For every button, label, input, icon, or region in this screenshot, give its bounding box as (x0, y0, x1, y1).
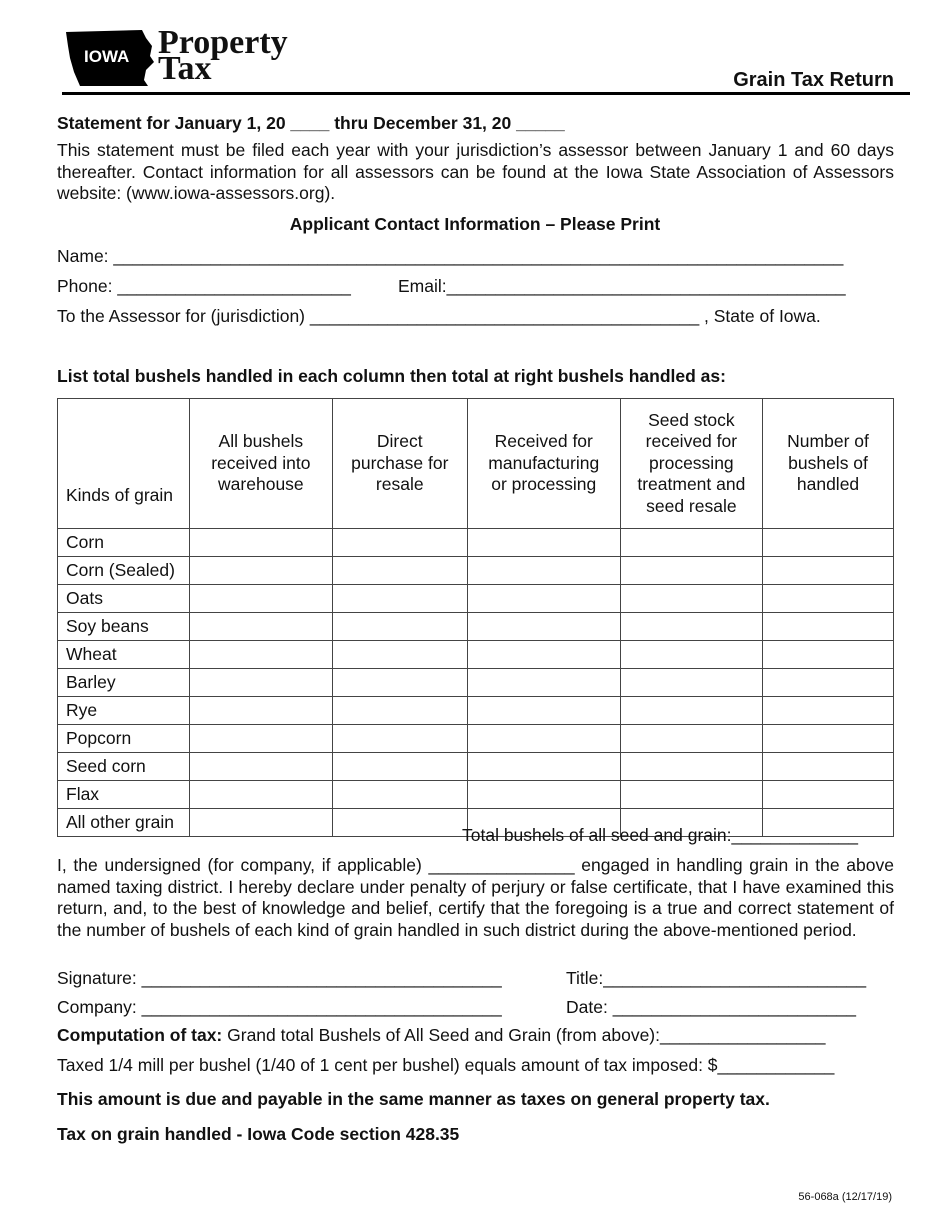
bushels-cell[interactable] (467, 697, 620, 725)
bushels-cell[interactable] (620, 557, 762, 585)
column-header: Received for manufacturing or processing (467, 399, 620, 529)
bushels-cell[interactable] (332, 809, 467, 837)
logo-state: IOWA (84, 47, 130, 66)
grain-kind: Corn (58, 529, 190, 557)
bushels-cell[interactable] (332, 669, 467, 697)
bushels-cell[interactable] (763, 613, 894, 641)
bushels-cell[interactable] (620, 781, 762, 809)
bushels-cell[interactable] (467, 613, 620, 641)
table-row (58, 613, 894, 641)
bushels-cell[interactable] (620, 529, 762, 557)
grain-kind: Seed corn (58, 753, 190, 781)
bushels-cell[interactable] (467, 753, 620, 781)
bushels-cell[interactable] (190, 669, 333, 697)
name-field[interactable]: Name: ___________________________________________________________________________ (57, 246, 844, 266)
bushels-cell[interactable] (190, 641, 333, 669)
bushels-cell[interactable] (467, 557, 620, 585)
bushels-cell[interactable] (332, 641, 467, 669)
list-heading: List total bushels handled in each column then total at right bushels handled as: (57, 366, 726, 386)
bushels-cell[interactable] (763, 753, 894, 781)
title-field[interactable]: Title:___________________________ (566, 968, 867, 988)
bushels-cell[interactable] (190, 613, 333, 641)
bushels-cell[interactable] (763, 725, 894, 753)
bushels-cell[interactable] (332, 613, 467, 641)
table-row (58, 697, 894, 725)
bushels-cell[interactable] (467, 669, 620, 697)
table-row (58, 781, 894, 809)
intro-text: This statement must be filed each year with your jurisdiction’s assessor between January 1 and 60 days thereafter. Contact information for all assessors can be found at the Iowa State Association of Assessors website: (www.iowa-assessors.org). (57, 140, 894, 203)
table-row (58, 725, 894, 753)
grain-kind: Wheat (58, 641, 190, 669)
bushels-cell[interactable] (620, 641, 762, 669)
declaration-text: I, the undersigned (for company, if applicable) _______________ engaged in handling grain in the above named taxing district. I hereby declare under penalty of perjury or false certificate, that I have examined this return, and, to the best of knowledge and belief, certify that the foregoing is a true and correct statement of the number of bushels of each kind of grain handled in such district during the above-mentioned period. (57, 855, 894, 940)
bushels-cell[interactable] (620, 613, 762, 641)
bushels-cell[interactable] (620, 669, 762, 697)
form-title: Grain Tax Return (733, 69, 894, 91)
column-header: Direct purchase for resale (332, 399, 467, 529)
bushels-cell[interactable] (332, 529, 467, 557)
computation-text: Grand total Bushels of All Seed and Grain (from above):_________________ (222, 1025, 826, 1045)
column-header: Kinds of grain (58, 399, 190, 529)
bushels-cell[interactable] (467, 641, 620, 669)
bushels-cell[interactable] (190, 725, 333, 753)
email-field[interactable]: Email:_________________________________________ (398, 276, 846, 296)
bushels-cell[interactable] (467, 585, 620, 613)
bushels-cell[interactable] (467, 725, 620, 753)
date-field[interactable]: Date: _________________________ (566, 997, 857, 1017)
bushels-cell[interactable] (620, 725, 762, 753)
computation-line[interactable] (57, 1025, 825, 1046)
table-row (58, 557, 894, 585)
bushels-cell[interactable] (620, 697, 762, 725)
header-rule (62, 92, 910, 95)
total-bushels-field[interactable]: Total bushels of all seed and grain:_____________ (462, 825, 859, 845)
assessor-jurisdiction-field[interactable]: To the Assessor for (jurisdiction) ________________________________________ , State of Iowa. (57, 306, 821, 326)
grain-kind: Soy beans (58, 613, 190, 641)
grain-kind: Barley (58, 669, 190, 697)
bushels-cell[interactable] (467, 529, 620, 557)
grain-kind: Corn (Sealed) (58, 557, 190, 585)
bushels-cell[interactable] (190, 585, 333, 613)
bushels-cell[interactable] (190, 557, 333, 585)
code-note: Tax on grain handled - Iowa Code section 428.35 (57, 1124, 460, 1144)
bushels-cell[interactable] (763, 641, 894, 669)
bushels-cell[interactable] (763, 697, 894, 725)
column-header: All bushels received into warehouse (190, 399, 333, 529)
grain-kind: Oats (58, 585, 190, 613)
bushels-cell[interactable] (763, 781, 894, 809)
bushels-cell[interactable] (467, 781, 620, 809)
grain-kind: All other grain (58, 809, 190, 837)
bushels-cell[interactable] (620, 753, 762, 781)
table-row (58, 585, 894, 613)
due-note: This amount is due and payable in the same manner as taxes on general property tax. (57, 1089, 770, 1109)
column-header: Seed stock received for processing treatment and seed resale (620, 399, 762, 529)
column-header: Number of bushels of handled (763, 399, 894, 529)
bushels-cell[interactable] (620, 585, 762, 613)
table-row (58, 669, 894, 697)
bushels-cell[interactable] (332, 557, 467, 585)
bushels-cell[interactable] (332, 585, 467, 613)
form-number: 56-068a (12/17/19) (798, 1191, 892, 1203)
grain-kind: Rye (58, 697, 190, 725)
bushels-cell[interactable] (190, 529, 333, 557)
grain-kind: Popcorn (58, 725, 190, 753)
company-field[interactable]: Company: _____________________________________ (57, 997, 502, 1017)
logo-line2: Tax (158, 50, 212, 87)
statement-period: Statement for January 1, 20 ____ thru December 31, 20 _____ (57, 113, 565, 133)
bushels-cell[interactable] (763, 557, 894, 585)
logo-line1: Property (158, 24, 288, 61)
bushels-cell[interactable] (190, 753, 333, 781)
signature-field[interactable]: Signature: _____________________________________ (57, 968, 502, 988)
grain-bushels-table (57, 398, 894, 837)
table-row (58, 753, 894, 781)
grain-kind: Flax (58, 781, 190, 809)
table-row (58, 641, 894, 669)
bushels-cell[interactable] (332, 753, 467, 781)
bushels-cell[interactable] (190, 697, 333, 725)
bushels-cell[interactable] (190, 781, 333, 809)
phone-field[interactable]: Phone: ________________________ (57, 276, 351, 296)
bushels-cell[interactable] (763, 529, 894, 557)
bushels-cell[interactable] (332, 697, 467, 725)
bushels-cell[interactable] (190, 809, 333, 837)
bushels-cell[interactable] (763, 669, 894, 697)
bushels-cell[interactable] (763, 585, 894, 613)
iowa-property-tax-logo (64, 24, 294, 88)
contact-heading: Applicant Contact Information – Please Print (289, 214, 661, 234)
bushels-cell[interactable] (332, 781, 467, 809)
computation-label: Computation of tax: (57, 1025, 223, 1045)
tax-imposed-field[interactable]: Taxed 1/4 mill per bushel (1/40 of 1 cent per bushel) equals amount of tax imposed: $____________ (57, 1055, 835, 1075)
bushels-cell[interactable] (332, 725, 467, 753)
table-row (58, 529, 894, 557)
